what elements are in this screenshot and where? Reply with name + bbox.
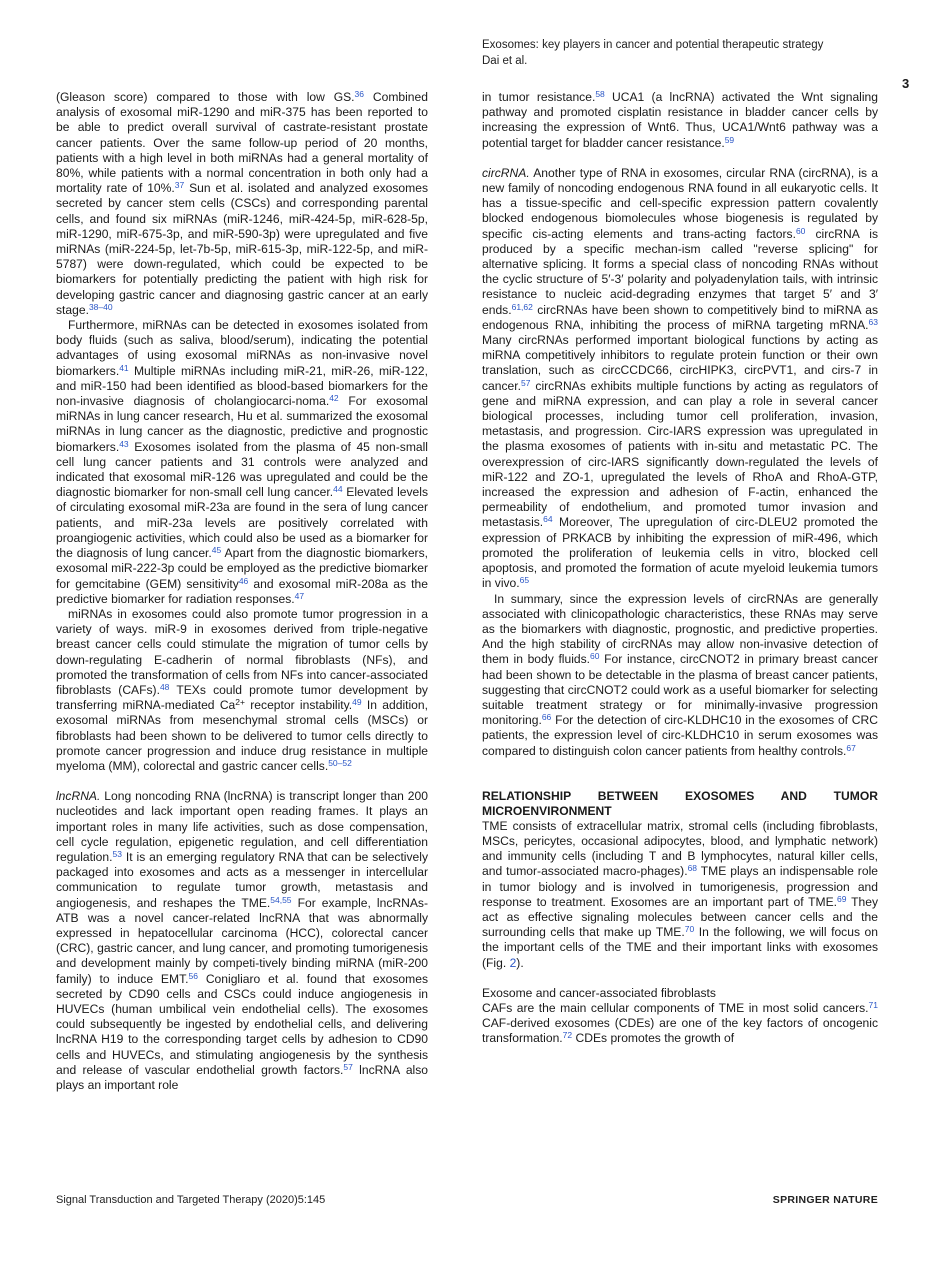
citation-ref[interactable]: 57 [343, 1061, 353, 1072]
citation-ref[interactable]: 43 [119, 438, 129, 449]
paragraph: Furthermore, miRNAs can be detected in exosomes isolated from body fluids (such as saliva, blood/serum), indicating the potential advantages of using exosomal miRNAs as non-invasive novel biomarkers.$^{41}$ Multiple miRNAs including miR-21, miR-26, miR-122, and miR-150 had been identified as blood-based biomarkers for the non-invasive diagnosis of cholangiocarci-noma.$^{42}$ For exosomal miRNAs in lung cancer research, Hu et al. summarized the exosomal miRNAs in lung cancer as the diagnostic, predictive and prognostic biomarkers.$^{43}$ Exosomes isolated from the plasma of 45 non-small cell lung cancer patients and 31 controls were analyzed and indicated that exosomal miR-126 was upregulated and could be the diagnostic biomarker for non-small cell lung cancer.$^{44}$ Elevated levels of circulating exosomal miR-23a are found in the sera of lung cancer patients, and miR-23a levels are positively correlated with proangiogenic activities, which could also be used as a biomarker for the diagnosis of lung cancer.$^{45}$ Apart from the diagnostic biomarkers, exosomal miR-222-3p could be employed as the predictive biomarker for gemcitabine (GEM) sensitivity$^{46}$ and exosomal miR-208a as the predictive biomarker for radiation responses.$^{47}$ [56, 318, 428, 606]
citation-ref[interactable]: 41 [119, 362, 129, 373]
citation-ref[interactable]: 48 [159, 681, 170, 692]
paragraph-circrna: circRNA. Another type of RNA in exosomes, circular RNA (circRNA), is a new family of noncoding endogenous RNA found in all eukaryotic cells. It has a tissue-specific and cell-specific expression pattern covalently blocked endogenous biomolecules whose biogenesis is regulated by specific cis-acting elements and trans-acting factors.$^{60}$ circRNA is produced by a specific mechan-ism called "reverse splicing" for alternative splicing. It forms a special class of noncoding RNAs without the cyclic structure of 5′-3′ polarity and polyadenylation tails, with intrinsic resistance to nucleic acid-degrading enzymes that target 5′ and 3′ ends.$^{61,62}$ circRNAs have been shown to competitively bind to miRNA as endogenous RNA, inhibiting the process of miRNA targeting mRNA.$^{63}$ Many circRNAs performed important biological functions by acting as miRNA competitively inhibitors to regulate protein function or their own translation, such as circCCDC66, circHIPK3, circPVT1, and cirs-7 in cancer.$^{57}$ circRNAs exhibits multiple functions by acting as regulators of gene and miRNA expression, and can play a role in several cancer biological processes, including tumor cell proliferation, invasion, metastasis, and progression. Circ-IARS expression was upregulated in the plasma exosomes of patients with in-situ and metastatic PC. The overexpression of circ-IARS significantly down-regulated the levels of miR-122 and ZO-1, upregulated the levels of RhoA and RhoA-GTP, increased the expression and adhesion of F-actin, enhanced the permeability of endothelium, and promoted tumor invasion and metastasis.$^{64}$ Moreover, The upregulation of circ-DLEU2 promoted the expression of PRKACB by inhibiting the expression of miR-496, which promoted the proliferation of leukemia cells in vitro, blocked cell apoptosis, and promoted the formation of acute myeloid leukemia tumors in vivo.$^{65}$ [482, 165, 878, 591]
citation-ref[interactable]: 47 [294, 590, 305, 601]
citation-ref[interactable]: 68 [687, 863, 698, 874]
citation-ref[interactable]: 37 [174, 180, 185, 191]
right-column [482, 90, 878, 1046]
paragraph: (Gleason score) compared to those with low GS.$^{36}$ Combined analysis of exosomal miR-1290 and miR-375 has been reported to be able to predict overall survival of castrate-resistant prostate cancer patients. Over the same follow-up period of 20 months, patients with a high level in both miRNAs had a general mortality of 80%, while patients with a normal concentration in both only had a mortality rate of 10%.$^{37}$ Sun et al. isolated and analyzed exosomes secreted by cancer stem cells (CSCs) and corresponding parental cells, and found six miRNAs (miR-1246, miR-424-5p, miR-628-5p, miR-1290, miR-675-3p, and miR-590-3p) were upregulated and five miRNAs (miR-224-5p, let-7b-5p, miR-615-3p, miR-122-5p, and miR-5787) were down-regulated, which could be expected to be biomarkers for potentially predicting the patient with high risk for developing gastric cancer and diagnosing gastric cancer at an early stage.$^{38-40}$ [56, 89, 429, 317]
running-authors: Dai et al. [482, 55, 528, 67]
footer-journal: Signal Transduction and Targeted Therapy (2020)5:145 [56, 1194, 326, 1206]
citation-ref[interactable]: 42 [329, 393, 339, 404]
superscript: 2+ [235, 697, 245, 708]
citation-ref[interactable]: 46 [238, 575, 249, 586]
citation-ref[interactable]: 67 [846, 742, 856, 753]
citation-ref[interactable]: 61,62 [511, 301, 533, 312]
paragraph-lncrna: lncRNA. Long noncoding RNA (lncRNA) is transcript longer than 200 nucleotides and lack important open reading frames. It plays an important roles in many life activities, such as dose compensation, cell cycle regulation, epigenetic regulation, and cell differentiation regulation.$^{53}$ It is an emerging regulatory RNA that can be selectively packaged into exosomes and acts as a messenger in intercellular communication to regulate tumor growth, metastasis and angiogenesis, and reshapes the TME.$^{54,55}$ For example, lncRNAs-ATB was a novel cancer-related lncRNA that was abnormally expressed in hepatocellular carcinoma (HCC), colorectal cancer (CRC), gastric cancer, and lung cancer, and promoting tumorigenesis and development mainly by competi-tively binding miRNA (miR-200 family) to induce EMT.$^{56}$ Conigliaro et al. found that exosomes secreted by CD90 cells and CSCs could induce angiogenesis in HUVECs (human umbilical vein endothelial cells). The exosomes could subsequently be ingested by endothelial cells, and delivering lncRNA H19 to the corresponding target cells by adhesion to CD90 cells and HUVECs, and stimulating angiogenesis by the synthesis and release of vascular endothelial growth factors.$^{57}$ lncRNA also plays an important role [56, 789, 429, 1092]
citation-ref[interactable]: 63 [868, 316, 878, 327]
citation-ref[interactable]: 58 [595, 89, 605, 99]
citation-ref[interactable]: 45 [211, 545, 222, 556]
page-number: 3 [902, 76, 910, 91]
citation-ref[interactable]: 59 [724, 134, 735, 145]
figure-ref[interactable]: 2 [509, 955, 517, 970]
paragraph: in tumor resistance.$^{58}$ UCA1 (a lncRNA) activated the Wnt signaling pathway and promoted cisplatin resistance in bladder cancer cells by increasing the expression of Wnt6. Thus, UCA1/Wnt6 pathway was a potential target for bladder cancer resistance.$^{59}$ [482, 89, 878, 150]
left-column [56, 90, 428, 1093]
citation-ref[interactable]: 65 [519, 575, 530, 586]
paragraph: CAFs are the main cellular components of TME in most solid cancers.$^{71}$ CAF-derived exosomes (CDEs) are one of the key factors of oncogenic transformation.$^{72}$ CDEs promotes the growth of [482, 999, 878, 1046]
citation-ref[interactable]: 54,55 [270, 894, 292, 905]
citation-ref[interactable]: 64 [543, 514, 553, 525]
citation-ref[interactable]: 69 [837, 893, 847, 904]
run-in-heading: lncRNA. [56, 789, 101, 804]
citation-ref[interactable]: 60 [590, 651, 600, 662]
citation-ref[interactable]: 56 [188, 970, 198, 981]
citation-ref[interactable]: 72 [562, 1030, 573, 1041]
run-in-heading: circRNA. [482, 165, 530, 180]
running-title: Exosomes: key players in cancer and potential therapeutic strategy [482, 39, 824, 51]
citation-ref[interactable]: 49 [352, 697, 362, 708]
running-header [482, 37, 823, 69]
citation-ref[interactable]: 71 [868, 999, 878, 1010]
citation-ref[interactable]: 60 [795, 225, 806, 236]
citation-ref[interactable]: 70 [684, 924, 695, 935]
citation-ref[interactable]: 50–52 [328, 757, 352, 768]
citation-ref[interactable]: 53 [112, 848, 122, 859]
paragraph: miRNAs in exosomes could also promote tumor progression in a variety of ways. miR-9 in exosomes derived from triple-negative breast cancer cells could stimulate the migration of tumor cells by down-regulating E-cadherin of normal fibroblasts (NFs), and promoted the transformation of cells from NFs into cancer-associated fibroblasts (CAFs).$^{48}$ TEXs could promote tumor development by transferring miRNA-mediated $Ca^{2+}$ receptor instability.$^{49}$ In addition, exosomal miRNAs from mesenchymal stromal cells (MSCs) or fibroblasts had been shown to be delivered to tumor cells directly to promote cancer progression and induce drug resistance in multiple myeloma (MM), colorectal and gastric cancer cells.$^{50-52}$ [56, 606, 428, 773]
citation-ref[interactable]: 38–40 [88, 301, 113, 312]
paragraph: In summary, since the expression levels of circRNAs are generally associated with clinicopathologic characteristics, these RNAs may serve as the biomarkers with diagnostic, prognostic, and predictive properties. And the high stability of circRNAs may allow non-invasive detection of them in body fluids.$^{60}$ For instance, circCNOT2 in primary breast cancer had been shown to be detectable in the plasma of breast cancer patients, suggesting that circCNOT2 could work as a useful biomarker for selecting suitable treatment strategy or for minimally-invasive progression monitoring.$^{66}$ For the detection of circ-KLDHC10 in the exosomes of CRC patients, the expression level of circ-KLDHC10 in serum exosomes was compared to distinguish colon cancer patients from healthy controls.$^{67}$ [482, 591, 878, 758]
section-heading: RELATIONSHIP BETWEEN EXOSOMES AND TUMOR MICROENVIRONMENT [482, 788, 878, 818]
citation-ref[interactable]: 66 [541, 712, 552, 723]
citation-ref[interactable]: 36 [354, 89, 365, 99]
citation-ref[interactable]: 57 [521, 377, 531, 388]
citation-ref[interactable]: 44 [333, 484, 343, 495]
subsection-heading: Exosome and cancer-associated fibroblasts [482, 985, 716, 1000]
paragraph: TME consists of extracellular matrix, stromal cells (including fibroblasts, MSCs, pericytes, occasional adipocytes, blood, and lymphatic network) and immunity cells (including T and B lymphocytes, natural killer cells, and tumor-associated macro-phages).$^{68}$ TME plays an indispensable role in tumor biology and is involved in tumorigenesis, progression and response to treatment. Exosomes are an important part of TME.$^{69}$ They act as effective signaling molecules between cancer cells and the surrounding cells that make up TME.$^{70}$ In the following, we will focus on the important cells of the TME and their important links with exosomes (Fig. 2). [482, 818, 879, 970]
footer-publisher: SPRINGER NATURE [772, 1194, 878, 1206]
